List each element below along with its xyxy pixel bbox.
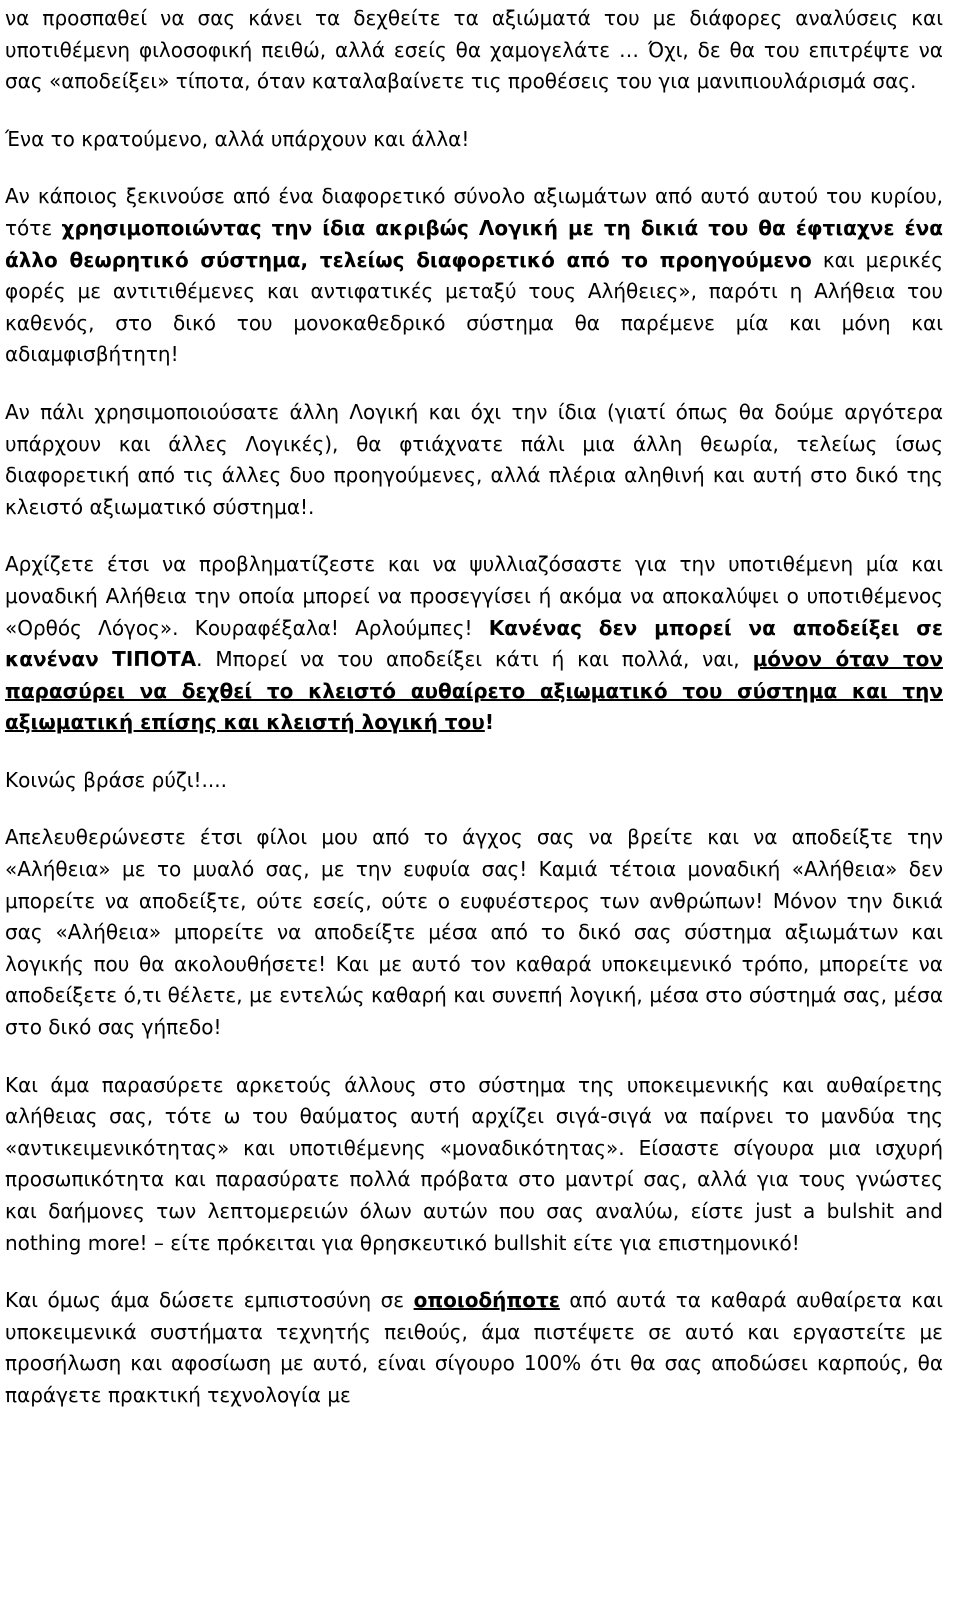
- text-run: από αυτά τα καθαρά αυθαίρετα και υποκειμενικά συστήματα τεχνητής πειθούς, άμα πιστέψετε σε αυτό και εργαστείτε με προσήλωση και αφοσίωση με αυτό, είναι σίγουρο 100% ότι θα σας αποδώσει καρπούς, θα παράγετε πρακτική τεχνολογία με: [5, 1288, 943, 1407]
- paragraph: [5, 397, 943, 523]
- paragraph: [5, 1285, 943, 1411]
- paragraph: [5, 3, 943, 98]
- text-run: Ένα το κρατούμενο, αλλά υπάρχουν και άλλα!: [5, 126, 470, 151]
- text-run: Και άμα παρασύρετε αρκετούς άλλους στο σύστημα της υποκειμενικής και αυθαίρετης αλήθειας σας, τότε ω του θαύματος αυτή αρχίζει σιγά-σιγά να παίρνει το μανδύα της «αντικειμενικότητας» και υποτιθέμενης «μοναδικότητας». Είσαστε σίγουρα μια ισχυρή προσωπικότητα και παρασύρατε πολλά πρόβατα στο μαντρί σας, αλλά για τους γνώστες και δαήμονες των λεπτομερειών όλων αυτών που σας αναλύω, είστε just a bulshit and nothing more! – είτε πρόκειται για θρησκευτικό bullshit είτε για επιστημονικό!: [5, 1072, 943, 1255]
- text-run: Απελευθερώνεστε έτσι φίλοι μου από το άγχος σας να βρείτε και να αποδείξτε την «Αλήθεια» με το μυαλό σας, με την ευφυία σας! Καμιά τέτοια μοναδική «Αλήθεια» δεν μπορείτε να αποδείξτε, ούτε εσείς, ούτε ο ευφυέστερος των ανθρώπων! Μόνον την δικιά σας «Αλήθεια» μπορείτε να αποδείξτε μέσα από το δικό σας σύστημα αξιωμάτων και λογικής που θα ακολουθήσετε! Και με αυτό τον καθαρά υποκειμενικό τρόπο, μπορείτε να αποδείξετε ό,τι θέλετε, με εντελώς καθαρή και συνεπή λογική, μέσα στο σύστημά σας, μέσα στο δικό σας γήπεδο!: [5, 825, 943, 1040]
- text-run: να προσπαθεί να σας κάνει τα δεχθείτε τα αξιώματά του με διάφορες αναλύσεις και υποτιθέμενη φιλοσοφική πειθώ, αλλά εσείς θα χαμογελάτε … Όχι, δε θα του επιτρέψτε να σας «αποδείξει» τίποτα, όταν καταλαβαίνετε τις προθέσεις του για μανιπιουλάρισμά σας.: [5, 6, 943, 94]
- bold-text-run: Κανένας δεν μπορεί να αποδείξει σε κανέναν ΤΙΠΟΤΑ: [5, 615, 944, 672]
- text-run: Αρχίζετε έτσι να προβληματίζεστε και να ψυλλιαζόσαστε για την υποτιθέμενη μία και μοναδική Αλήθεια την οποία μπορεί να προσεγγίσει ή ακόμα να αποκαλύψει ο υποτιθέμενος «Ορθός Λόγος». Κουραφέξαλα! Αρλούμπες!: [5, 552, 943, 640]
- bold-underlined-text-run: οποιοδήποτε: [413, 1288, 560, 1313]
- paragraph: [5, 549, 943, 739]
- bold-text-run: !: [484, 710, 494, 735]
- paragraph: [5, 765, 943, 797]
- text-run: Κοινώς βράσε ρύζι!....: [5, 767, 227, 792]
- paragraph: [5, 181, 943, 371]
- text-run: Και όμως άμα δώσετε εμπιστοσύνη σε: [5, 1288, 414, 1313]
- text-run: . Μπορεί να του αποδείξει κάτι ή και πολλά, ναι,: [196, 647, 753, 672]
- bold-underlined-text-run: μόνον όταν τον παρασύρει να δεχθεί το κλειστό αυθαίρετο αξιωματικό του σύστημα και την αξιωματική επίσης και κλειστή λογική του: [5, 647, 943, 735]
- paragraph: [5, 822, 943, 1043]
- text-run: και μερικές φορές με αντιτιθέμενες και αντιφατικές μεταξύ τους Αλήθειες», παρότι η Αλήθεια του καθενός, στο δικό του μονοκαθεδρικό σύστημα θα παρέμενε μία και μόνη και αδιαμφισβήτητη!: [5, 247, 943, 367]
- paragraph: [5, 124, 943, 156]
- paragraph: [5, 1070, 943, 1260]
- bold-text-run: χρησιμοποιώντας την ίδια ακριβώς Λογική με τη δικιά του θα έφτιαχνε ένα άλλο θεωρητικό σύστημα, τελείως διαφορετικό από το προηγούμενο: [5, 215, 943, 272]
- document-body: [5, 3, 943, 1438]
- text-run: Αν κάποιος ξεκινούσε από ένα διαφορετικό σύνολο αξιωμάτων από αυτό αυτού του κυρίου, τότε: [5, 184, 943, 240]
- text-run: Αν πάλι χρησιμοποιούσατε άλλη Λογική και όχι την ίδια (γιατί όπως θα δούμε αργότερα υπάρχουν και άλλες Λογικές), θα φτιάχνατε πάλι μια άλλη θεωρία, τελείως ίσως διαφορετική από τις άλλες δυο προηγούμενες, αλλά πλέρια αληθινή και αυτή στο δικό της κλειστό αξιωματικό σύστημα!.: [5, 399, 943, 519]
